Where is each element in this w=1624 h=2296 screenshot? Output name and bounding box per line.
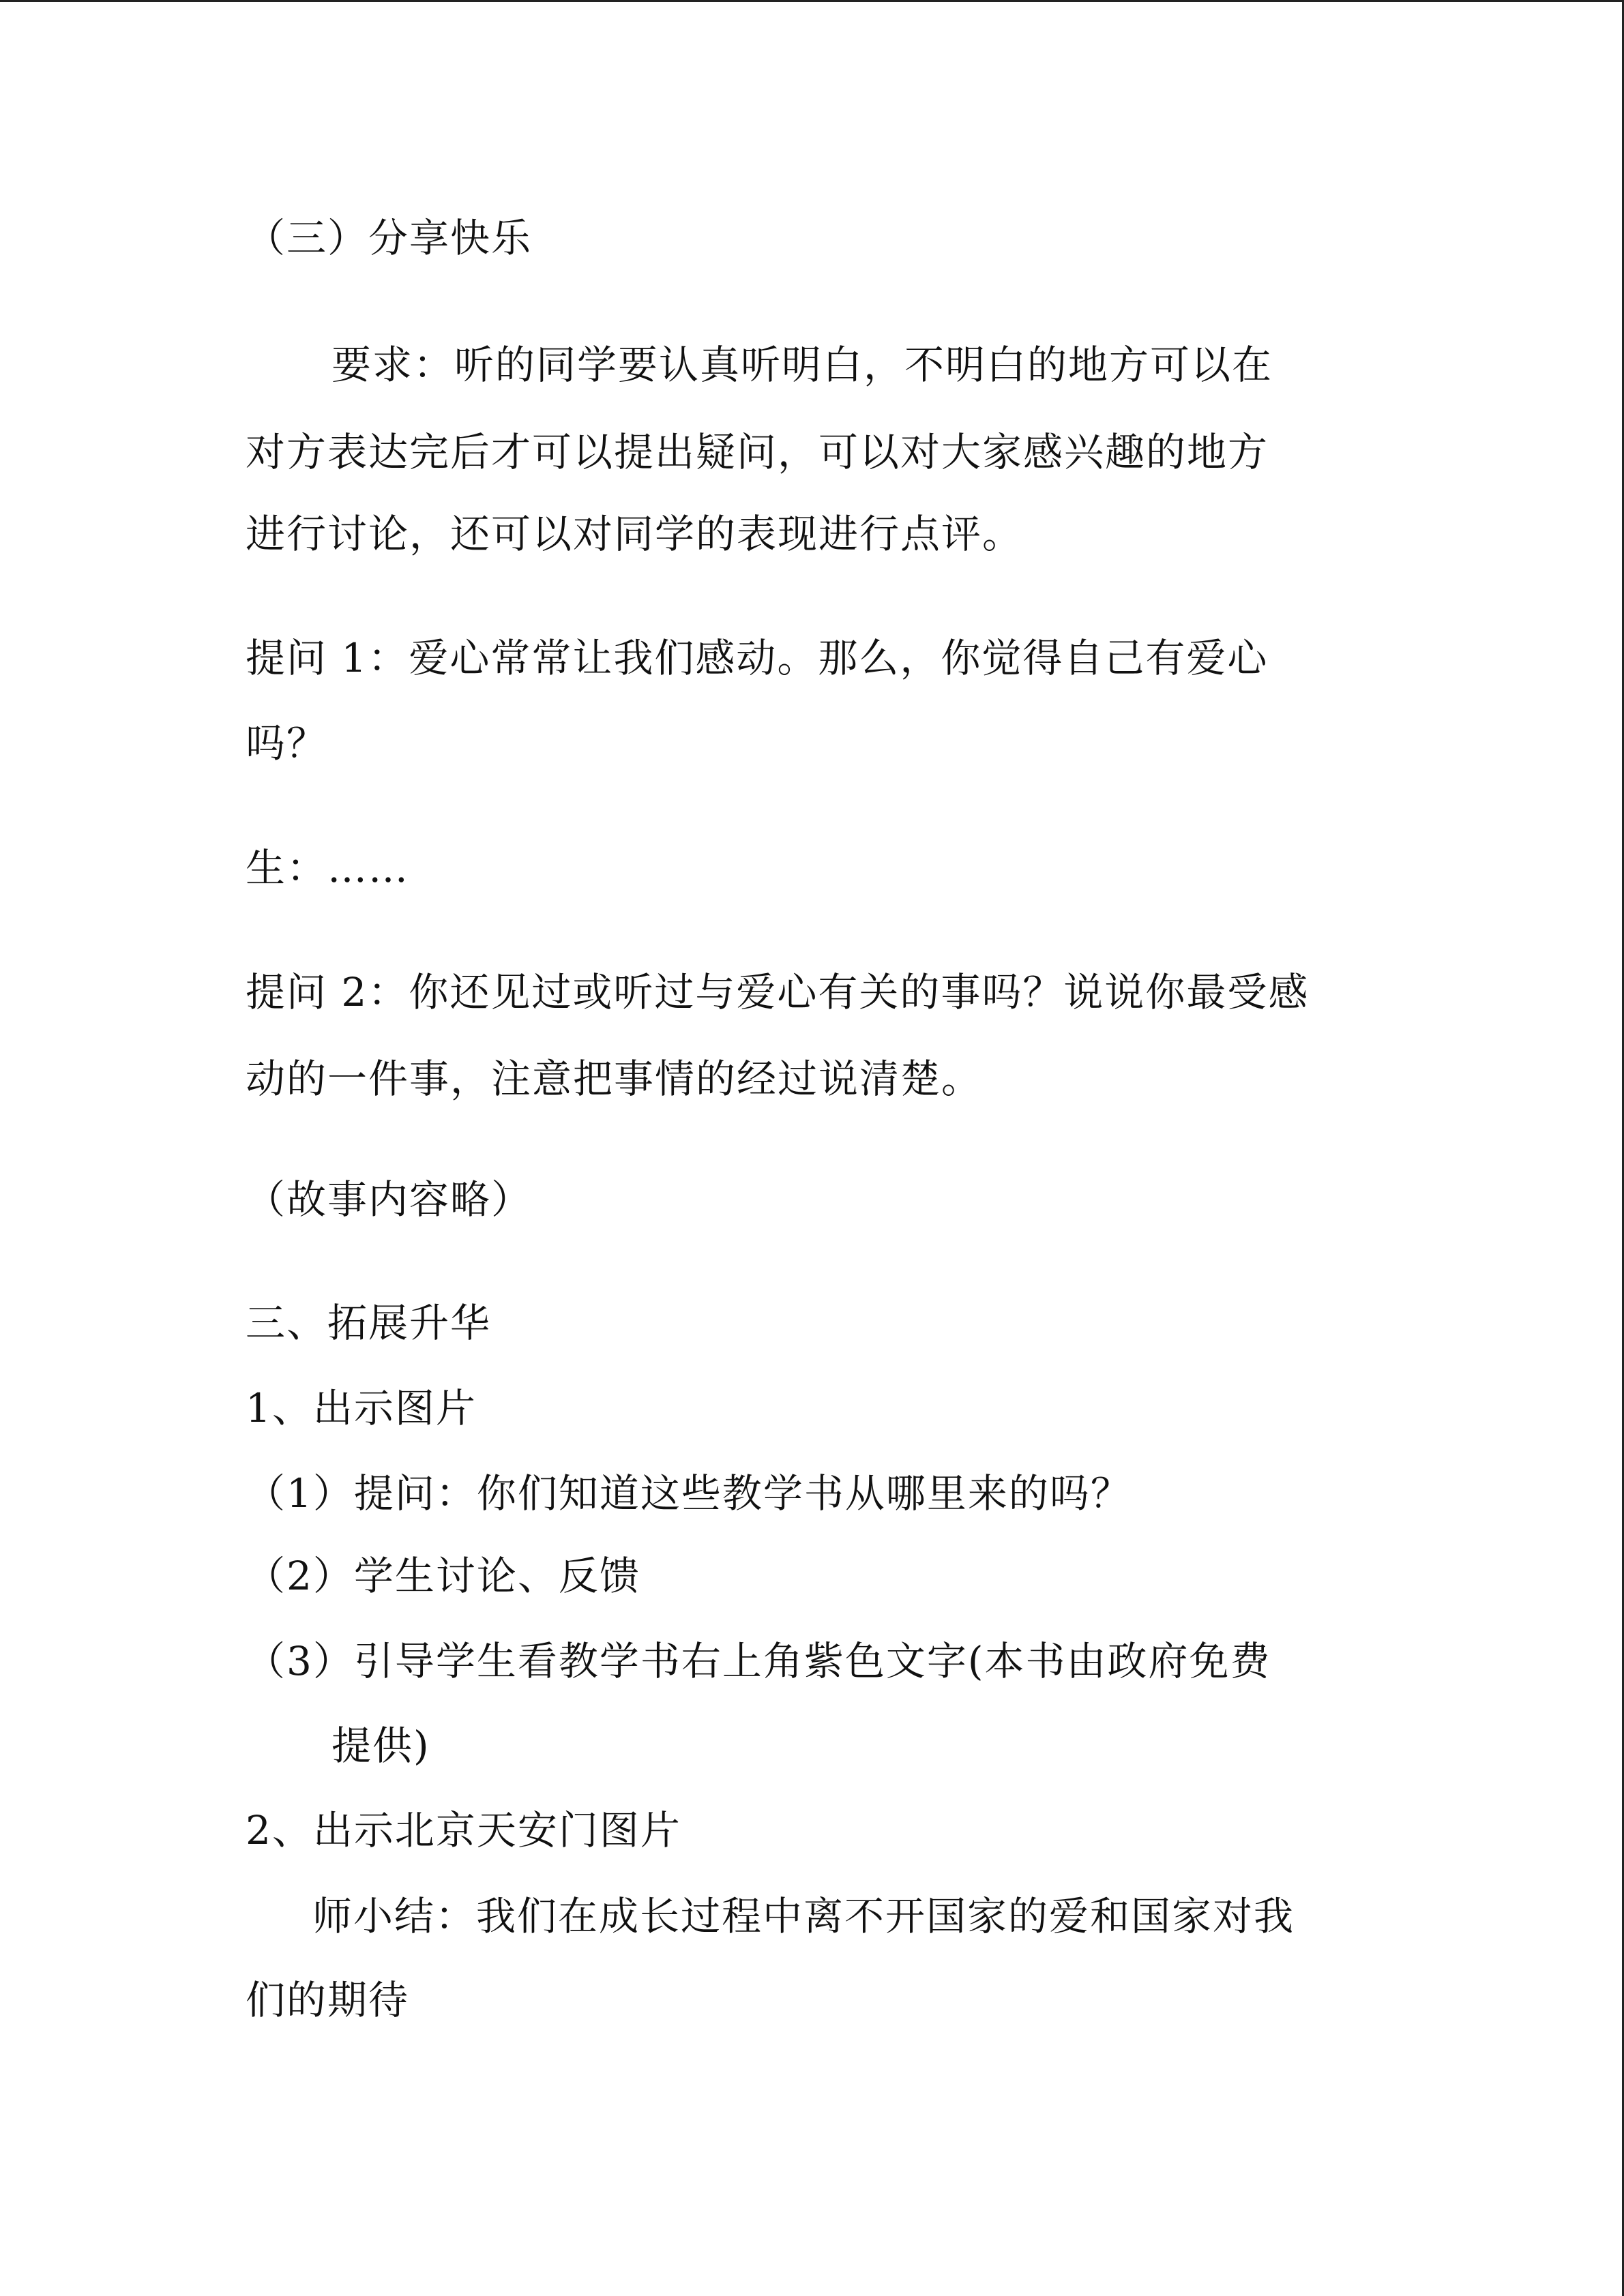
summary-line-2: 们的期待 xyxy=(246,1977,410,2023)
section-share-heading: （三）分享快乐 xyxy=(246,215,533,261)
requirement-line-1: 要求：听的同学要认真听明白，不明白的地方可以在 xyxy=(331,342,1273,388)
question-1-line-1: 提问 1：爱心常常让我们感动。那么，你觉得自己有爱心 xyxy=(246,635,1269,681)
question-1-line-2: 吗？ xyxy=(246,720,328,766)
requirement-line-3: 进行讨论，还可以对同学的表现进行点评。 xyxy=(246,511,1024,557)
list-item-1-sub-2: （2）学生讨论、反馈 xyxy=(246,1553,640,1599)
question-2-line-2: 动的一件事，注意把事情的经过说清楚。 xyxy=(246,1056,983,1102)
list-item-1: 1、出示图片 xyxy=(246,1385,477,1431)
story-omitted-note: （故事内容略） xyxy=(246,1176,533,1223)
requirement-line-2: 对方表达完后才可以提出疑问，可以对大家感兴趣的地方 xyxy=(246,429,1269,475)
list-item-1-sub-3-line-1: （3）引导学生看教学书右上角紫色文字(本书由政府免费 xyxy=(246,1638,1271,1684)
list-item-2: 2、出示北京天安门图片 xyxy=(246,1807,681,1853)
student-answer: 生：…… xyxy=(246,845,410,891)
list-item-1-sub-1: （1）提问：你们知道这些教学书从哪里来的吗？ xyxy=(246,1470,1132,1517)
summary-line-1: 师小结：我们在成长过程中离不开国家的爱和国家对我 xyxy=(312,1893,1295,1939)
list-item-1-sub-3-line-2: 提供) xyxy=(331,1723,430,1769)
question-2-line-1: 提问 2：你还见过或听过与爱心有关的事吗？说说你最受感 xyxy=(246,969,1310,1015)
section-extend-heading: 三、拓展升华 xyxy=(246,1300,492,1346)
